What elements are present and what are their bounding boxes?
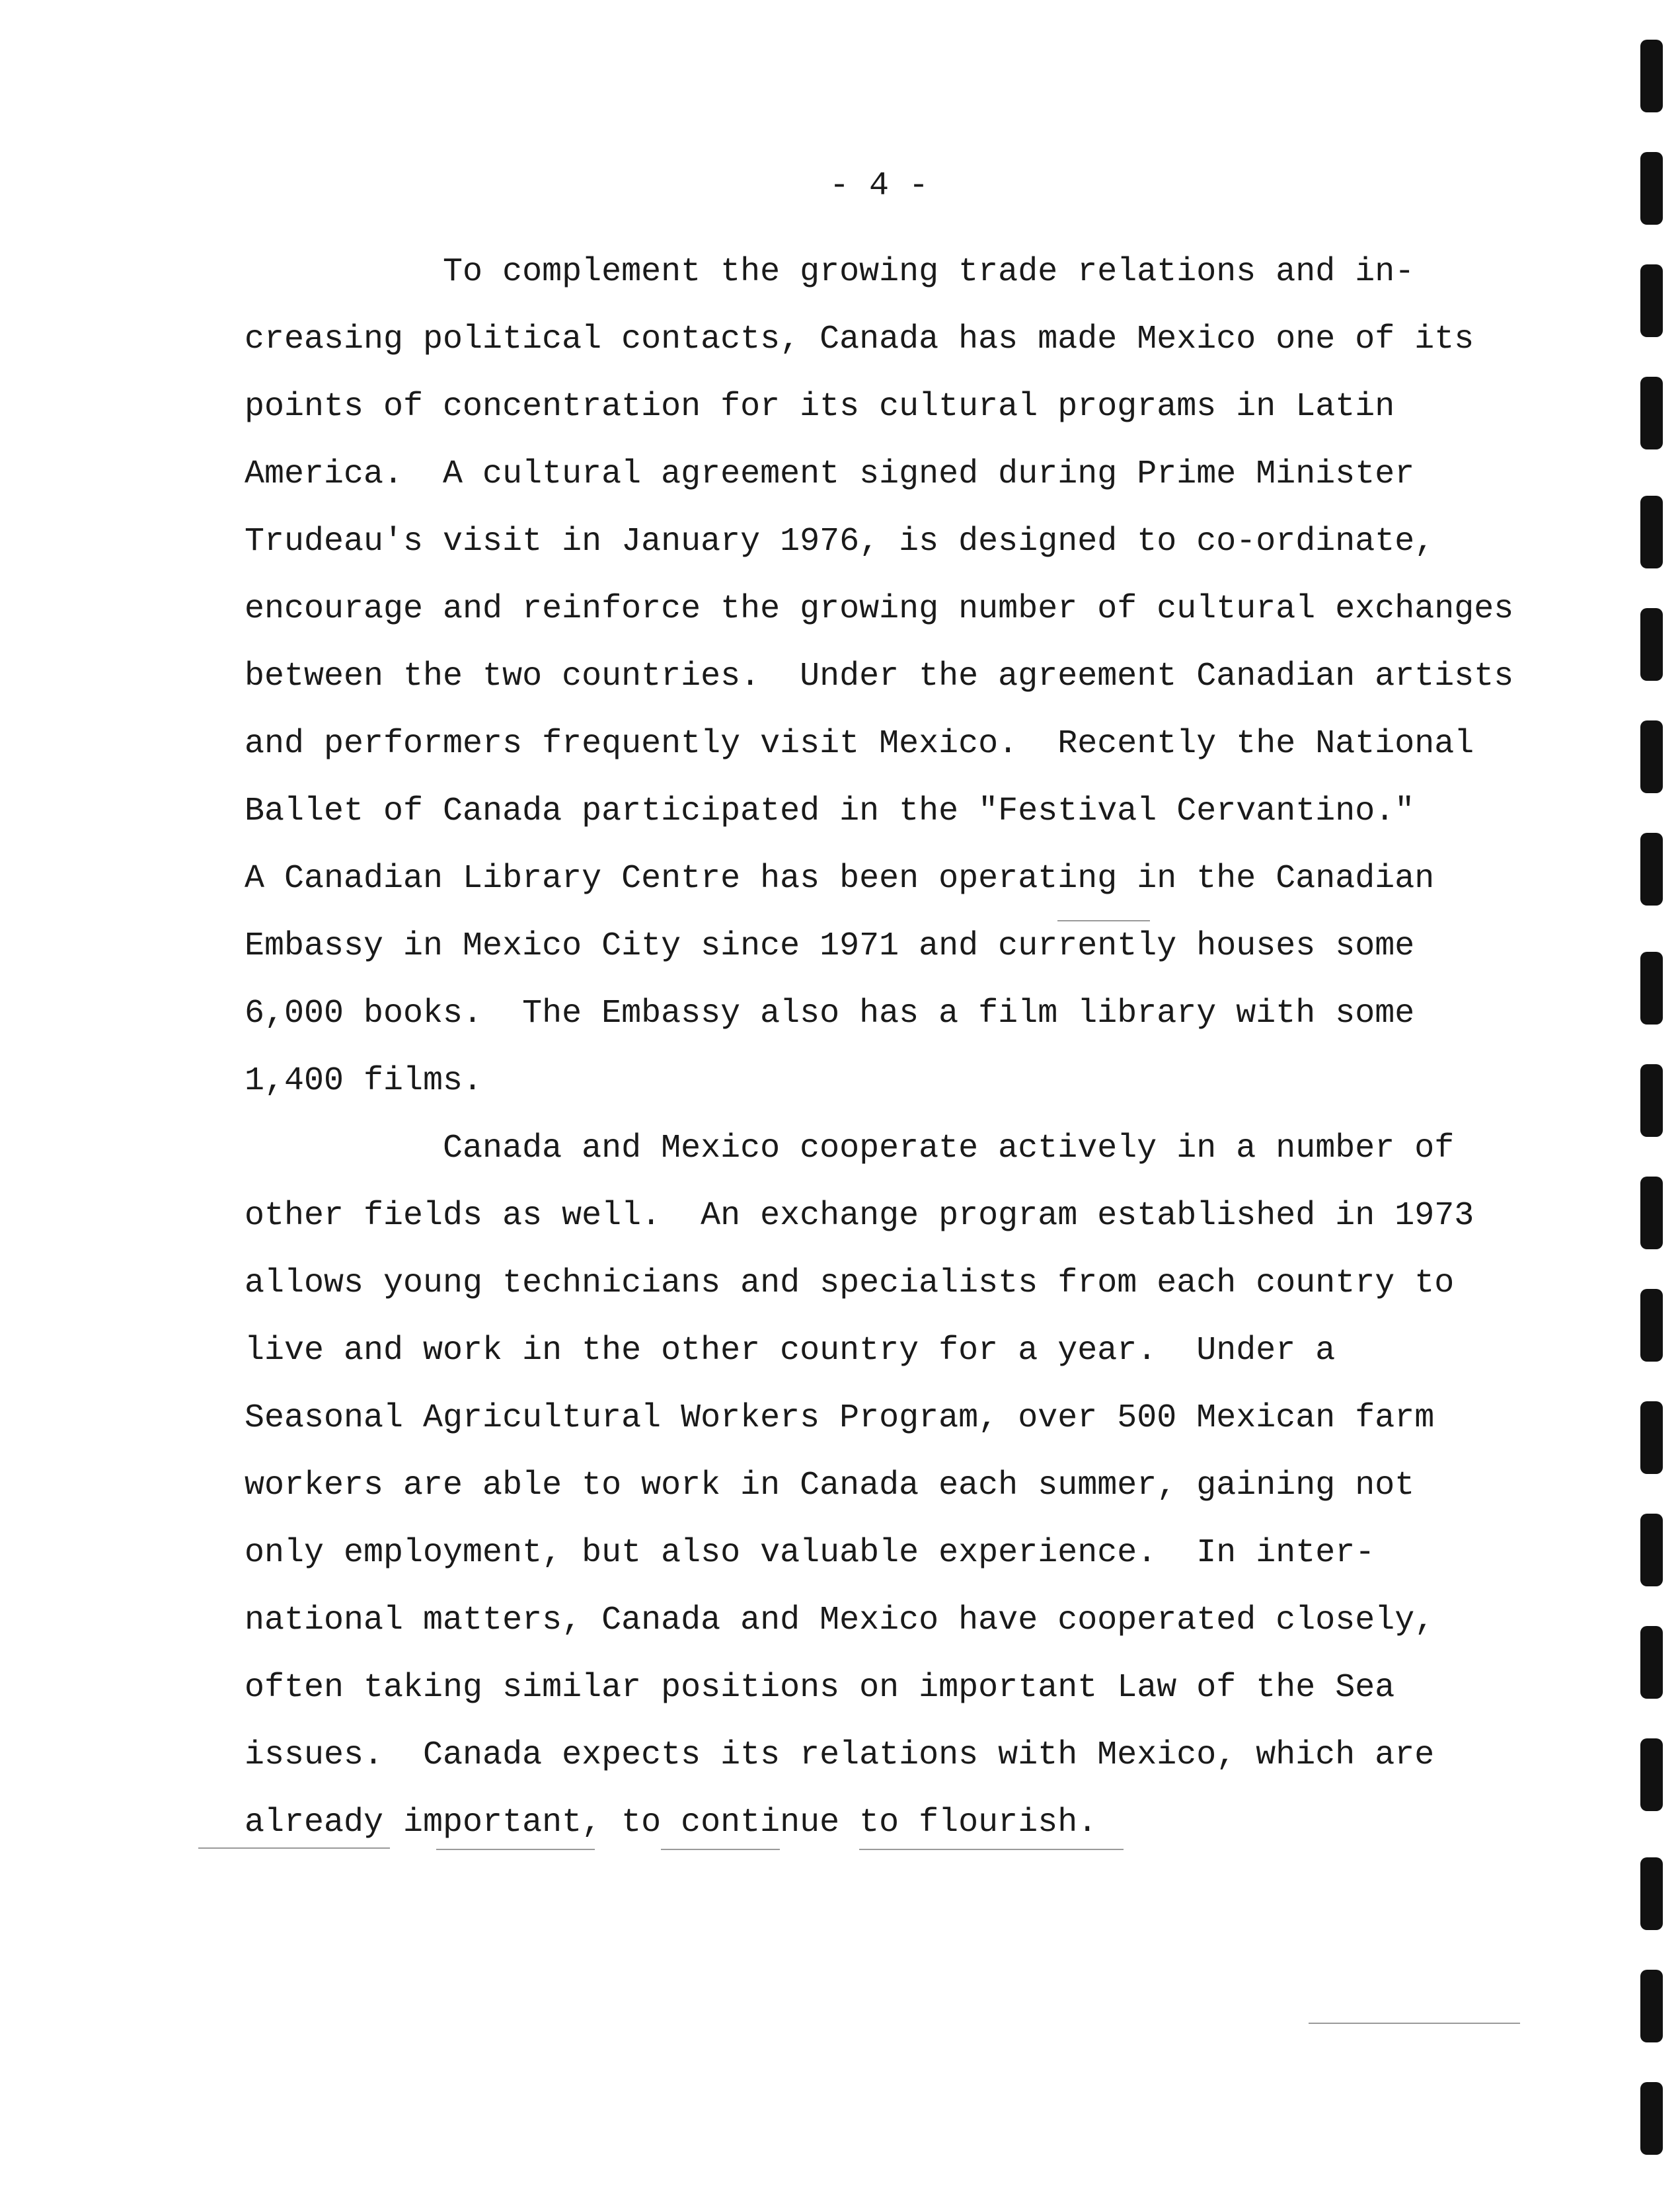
text-line: only employment, but also valuable experience. In inter- bbox=[245, 1534, 1375, 1572]
text-line: national matters, Canada and Mexico have cooperated closely, bbox=[245, 1602, 1435, 1639]
binding-hole bbox=[1640, 1857, 1663, 1930]
binding-hole bbox=[1640, 608, 1663, 681]
binding-hole bbox=[1640, 1626, 1663, 1699]
text-line: points of concentration for its cultural programs in Latin bbox=[245, 388, 1395, 426]
binding-hole bbox=[1640, 496, 1663, 568]
text-line: already important, to continue to flourish. bbox=[245, 1804, 1098, 1841]
binding-hole-strip bbox=[1627, 0, 1680, 2209]
scan-artifact bbox=[436, 1849, 595, 1850]
text-line: encourage and reinforce the growing number of cultural exchanges bbox=[245, 590, 1514, 628]
text-line: allows young technicians and specialists from each country to bbox=[245, 1264, 1455, 1302]
text-line: Seasonal Agricultural Workers Program, over 500 Mexican farm bbox=[245, 1399, 1435, 1437]
binding-hole bbox=[1640, 264, 1663, 337]
text-line: often taking similar positions on important Law of the Sea bbox=[245, 1669, 1395, 1707]
text-line: Ballet of Canada participated in the "Festival Cervantino." bbox=[245, 793, 1415, 830]
binding-hole bbox=[1640, 1738, 1663, 1811]
binding-hole bbox=[1640, 952, 1663, 1025]
text-line: and performers frequently visit Mexico. Recently the National bbox=[245, 725, 1474, 763]
binding-hole bbox=[1640, 833, 1663, 906]
binding-hole bbox=[1640, 2082, 1663, 2155]
binding-hole bbox=[1640, 1514, 1663, 1586]
text-line: other fields as well. An exchange program established in 1973 bbox=[245, 1197, 1474, 1235]
text-line: 1,400 films. bbox=[245, 1062, 483, 1100]
binding-hole bbox=[1640, 1064, 1663, 1137]
binding-hole bbox=[1640, 1401, 1663, 1474]
text-line: Embassy in Mexico City since 1971 and currently houses some bbox=[245, 927, 1415, 965]
text-line: workers are able to work in Canada each summer, gaining not bbox=[245, 1467, 1415, 1504]
scan-artifact bbox=[1057, 920, 1150, 921]
paragraph-2 bbox=[245, 1126, 1527, 1867]
scan-artifact bbox=[198, 1847, 390, 1849]
document-body bbox=[245, 249, 1527, 1867]
text-line: 6,000 books. The Embassy also has a film library with some bbox=[245, 995, 1415, 1032]
binding-hole bbox=[1640, 377, 1663, 449]
text-line: live and work in the other country for a year. Under a bbox=[245, 1332, 1336, 1370]
scan-artifact bbox=[1309, 2023, 1520, 2024]
text-line: creasing political contacts, Canada has made Mexico one of its bbox=[245, 321, 1474, 358]
text-line: America. A cultural agreement signed during Prime Minister bbox=[245, 455, 1415, 493]
binding-hole bbox=[1640, 1970, 1663, 2042]
text-line: Trudeau's visit in January 1976, is designed to co-ordinate, bbox=[245, 523, 1435, 561]
text-line: issues. Canada expects its relations with Mexico, which are bbox=[245, 1736, 1435, 1774]
scan-artifact bbox=[859, 1849, 1124, 1850]
binding-hole bbox=[1640, 1289, 1663, 1362]
scan-artifact bbox=[661, 1849, 780, 1850]
page-number: - 4 - bbox=[829, 167, 929, 205]
paragraph-1 bbox=[245, 249, 1527, 1126]
binding-hole bbox=[1640, 720, 1663, 793]
binding-hole bbox=[1640, 1177, 1663, 1249]
text-line: To complement the growing trade relations and in- bbox=[245, 253, 1415, 291]
text-line: A Canadian Library Centre has been operating in the Canadian bbox=[245, 860, 1435, 898]
binding-hole bbox=[1640, 40, 1663, 112]
text-line: between the two countries. Under the agreement Canadian artists bbox=[245, 658, 1514, 695]
text-line: Canada and Mexico cooperate actively in a number of bbox=[245, 1130, 1455, 1167]
binding-hole bbox=[1640, 152, 1663, 225]
